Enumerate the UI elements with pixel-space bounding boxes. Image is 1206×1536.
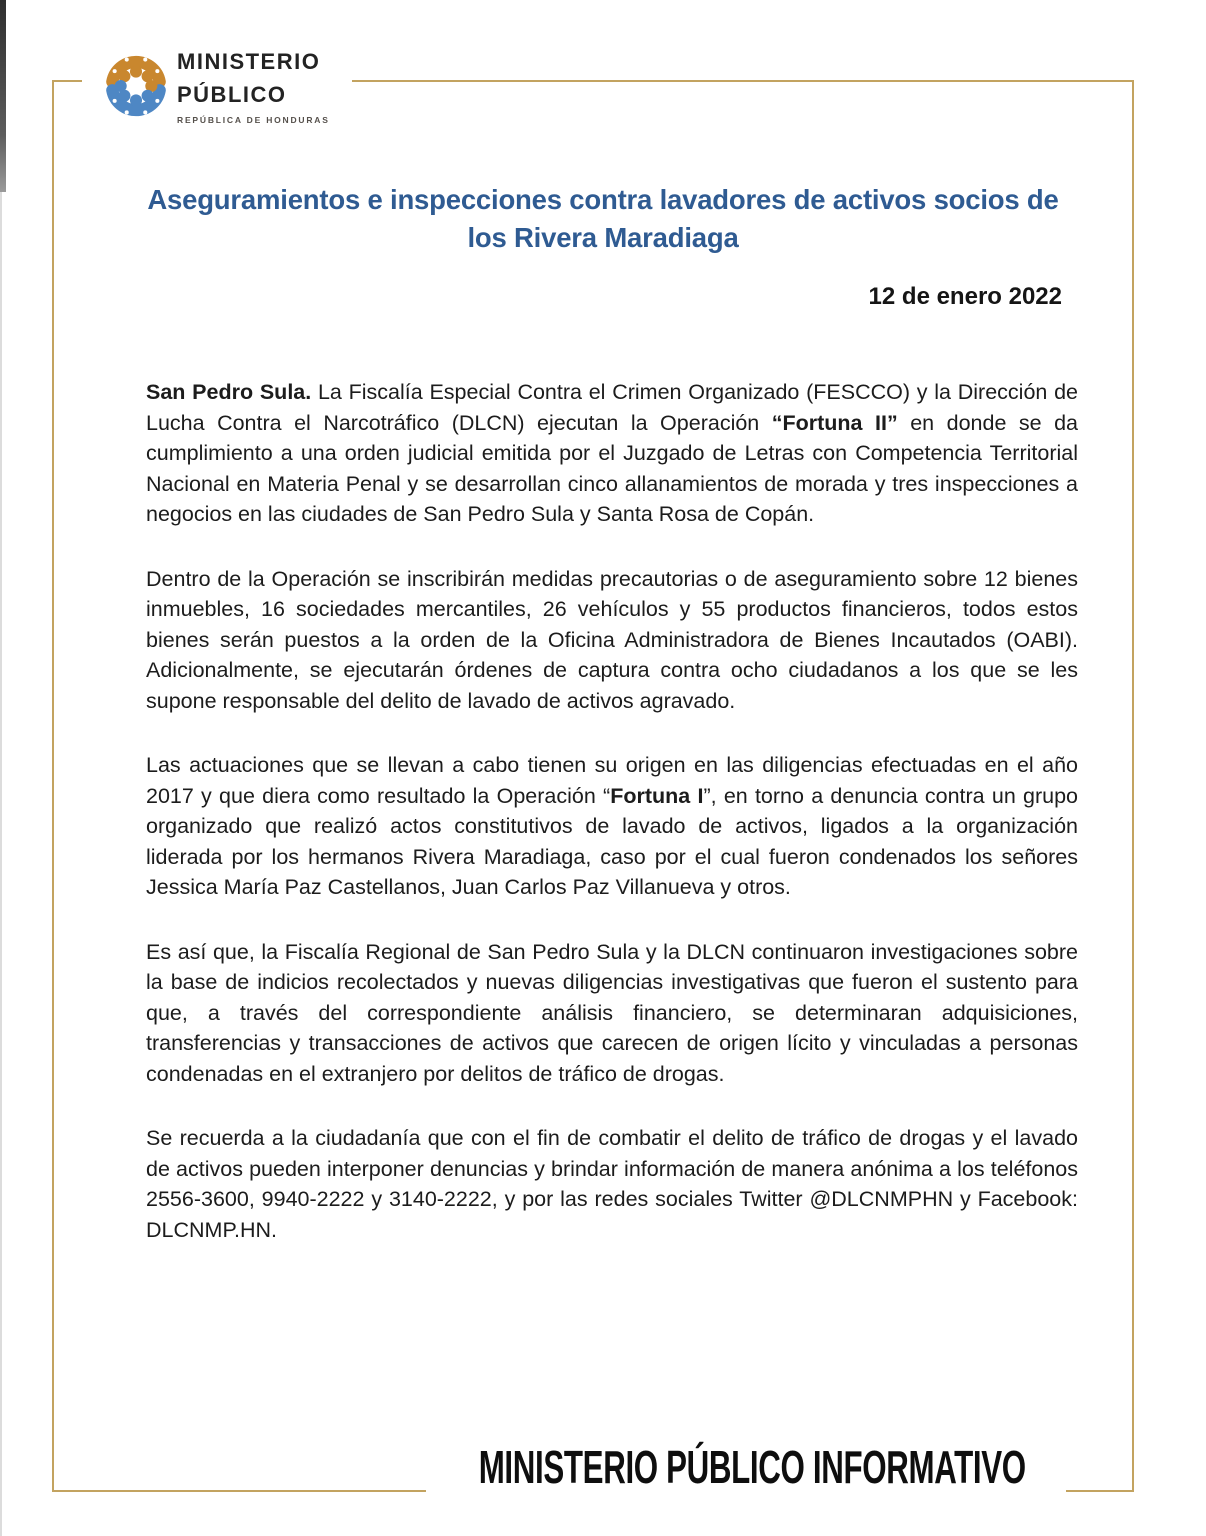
- document-body: [146, 377, 1078, 1245]
- logo-name-line1: MINISTERIO: [177, 49, 321, 74]
- text-run: ”, en torno a denuncia contra un grupo organizado que realizó actos constitutivos de lavado de activos, ligados a la organización liderada por los hermanos Rivera Maradiaga, caso por el cual fueron condenados los señores Jessica María Paz Castellanos, Juan Carlos Paz Villanueva y otros.: [146, 783, 1079, 899]
- text-run: en donde se da cumplimiento a una orden judicial emitida por el Juzgado de Letras con Competencia Territorial Nacional en Materia Penal y se desarrollan cinco allanamientos de morada y tres inspecciones a negocios en las ciudades de San Pedro Sula y Santa Rosa de Copán.: [146, 410, 1079, 526]
- frame-left-line: [52, 80, 54, 1492]
- text-run: La Fiscalía Especial Contra el Crimen Organizado (FESCCO) y la Dirección de Lucha Contra el Narcotráfico (DLCN) ejecutan la Operación: [146, 380, 1079, 435]
- document-title-line2: los Rivera Maradiaga: [467, 222, 739, 253]
- logo-text-block: [177, 45, 330, 125]
- logo-name-line2: PÚBLICO: [177, 82, 287, 107]
- paragraph: [146, 750, 1078, 903]
- text-run: San Pedro Sula.: [146, 380, 312, 404]
- paragraph: [146, 937, 1078, 1090]
- text-run: Fortuna I: [610, 783, 704, 808]
- footer-banner-text: MINISTERIO PÚBLICO INFORMATIVO: [478, 1441, 1026, 1493]
- text-run: Dentro de la Operación se inscribirán medidas precautorias o de aseguramiento sobre 12 bienes inmuebles, 16 sociedades mercantiles, 26 vehículos y 55 productos financieros, todos estos bienes serán puestos a la orden de la Oficina Administradora de Bienes Incautados (OABI). Adicionalmente, se ejecutarán órdenes de captura contra ocho ciudadanos a los que se les supone responsable del delito de lavado de activos agravado.: [146, 566, 1078, 713]
- frame-bottom-right-line: [1066, 1490, 1134, 1492]
- paragraph: [146, 1123, 1078, 1245]
- text-run: “Fortuna II”: [771, 410, 898, 435]
- text-run: Es así que, la Fiscalía Regional de San Pedro Sula y la DLCN continuaron investigaciones sobre la base de indicios recolectados y nuevas diligencias investigativas que fueron el sustento para que, a través del correspondiente análisis financiero, se determinaran adquisiciones, transferencias y transacciones de activos que carecen de origen lícito y vinculadas a personas condenadas en el extranjero por delitos de tráfico de drogas.: [146, 939, 1078, 1086]
- text-run: Las actuaciones que se llevan a cabo tienen su origen en las diligencias efectuadas en el año 2017 y que diera como resultado la Operación “: [146, 753, 1078, 808]
- text-run: Se recuerda a la ciudadanía que con el fin de combatir el delito de tráfico de drogas y el lavado de activos pueden interponer denuncias y brindar información de manera anónima a los teléfonos 2556-3600, 9940-2222 y 3140-2222, y por las redes sociales Twitter @DLCNMPHN y Facebook: DLCNMP.HN.: [146, 1126, 1078, 1242]
- circle-of-people-icon: [98, 47, 174, 125]
- scan-edge-artifact-light: [0, 0, 2, 1536]
- logo-subtitle: REPÚBLICA DE HONDURAS: [177, 115, 330, 125]
- paragraph: [146, 377, 1078, 530]
- ministerio-publico-logo: [98, 44, 518, 134]
- document-title-line1: Aseguramientos e inspecciones contra lavadores de activos socios de: [147, 184, 1059, 215]
- frame-bottom-left-line: [52, 1490, 426, 1492]
- scan-edge-artifact-dark: [0, 0, 6, 192]
- document-date: 12 de enero 2022: [868, 283, 1062, 310]
- footer-banner: [428, 1441, 1076, 1493]
- document-title: [120, 181, 1086, 257]
- frame-right-line: [1132, 80, 1134, 1492]
- paragraph: [146, 564, 1078, 717]
- frame-top-left-stub: [52, 80, 82, 82]
